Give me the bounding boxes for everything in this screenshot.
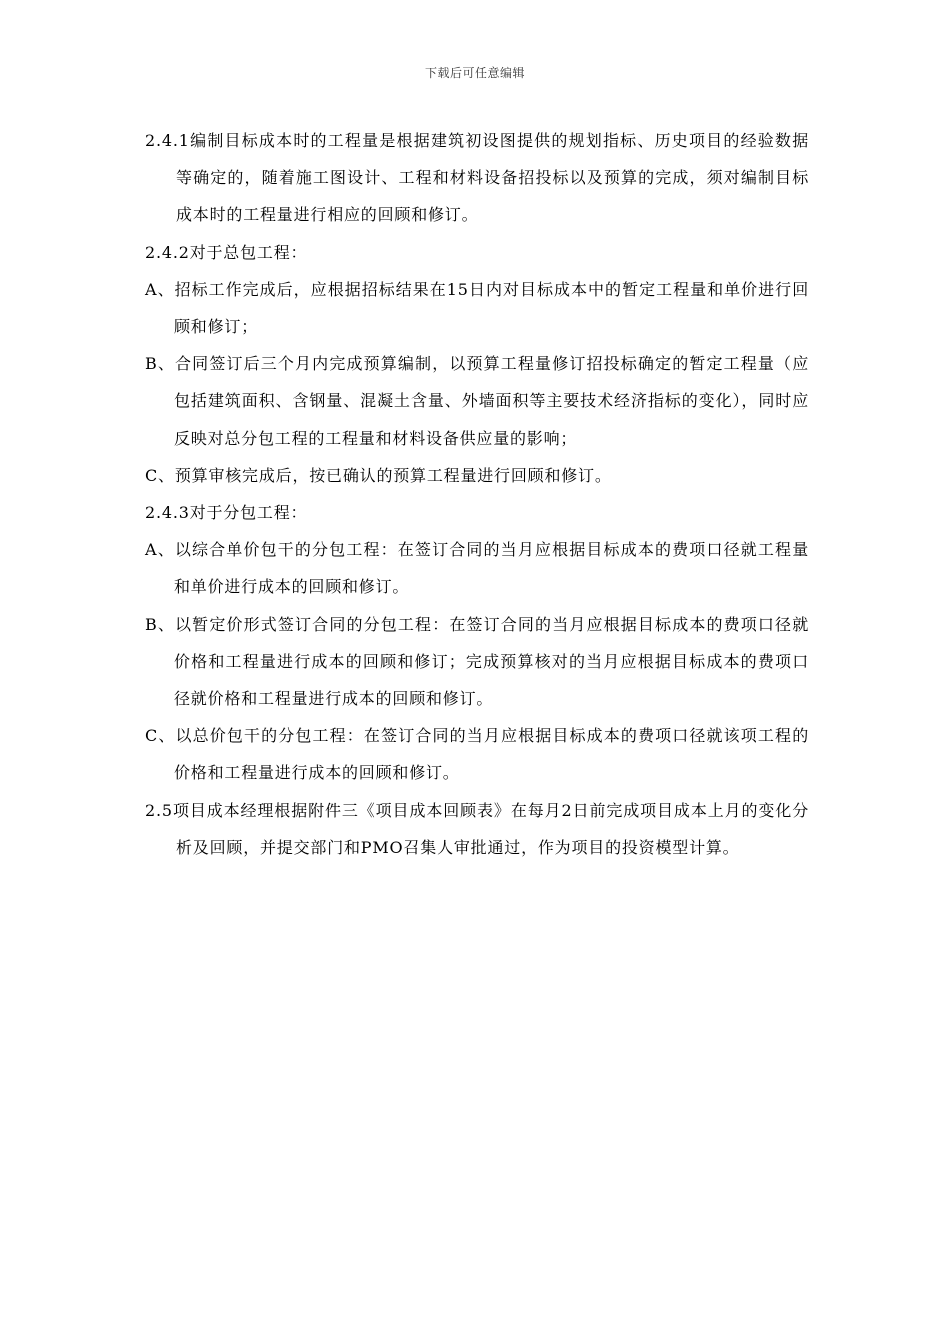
paragraph-2-4-3-c: C、以总价包干的分包工程：在签订合同的当月应根据目标成本的费项口径就该项工程的价格和工程量进行成本的回顾和修订。 xyxy=(145,726,809,783)
paragraph-2-4-2-c: C、预算审核完成后，按已确认的预算工程量进行回顾和修订。 xyxy=(145,465,612,485)
paragraph-2-4-2-heading: 2.4.2对于总包工程： xyxy=(145,242,308,262)
document-body xyxy=(145,122,809,866)
paragraph-2-4-3-heading: 2.4.3对于分包工程： xyxy=(145,503,308,523)
paragraph-2-4-3-a: A、以综合单价包干的分包工程：在签订合同的当月应根据目标成本的费项口径就工程量和单价进行成本的回顾和修订。 xyxy=(145,540,809,597)
paragraph-2-5: 2.5项目成本经理根据附件三《项目成本回顾表》在每月2日前完成项目成本上月的变化分析及回顾，并提交部门和PMO召集人审批通过，作为项目的投资模型计算。 xyxy=(145,800,809,857)
paragraph-2-4-3-b: B、以暂定价形式签订合同的分包工程：在签订合同的当月应根据目标成本的费项口径就价格和工程量进行成本的回顾和修订；完成预算核对的当月应根据目标成本的费项口径就价格和工程量进行成本的回顾和修订。 xyxy=(145,614,809,709)
page-header-note: 下载后可任意编辑 xyxy=(424,66,525,80)
paragraph-2-4-2-b: B、合同签订后三个月内完成预算编制，以预算工程量修订招投标确定的暂定工程量（应包括建筑面积、含钢量、混凝土含量、外墙面积等主要技术经济指标的变化），同时应反映对总分包工程的工程量和材料设备供应量的影响； xyxy=(145,354,809,448)
paragraph-2-4-2-a: A、招标工作完成后，应根据招标结果在15日内对目标成本中的暂定工程量和单价进行回顾和修订； xyxy=(145,279,809,337)
paragraph-2-4-1: 2.4.1编制目标成本时的工程量是根据建筑初设图提供的规划指标、历史项目的经验数据等确定的，随着施工图设计、工程和材料设备招投标以及预算的完成，须对编制目标成本时的工程量进行相应的回顾和修订。 xyxy=(145,131,809,225)
